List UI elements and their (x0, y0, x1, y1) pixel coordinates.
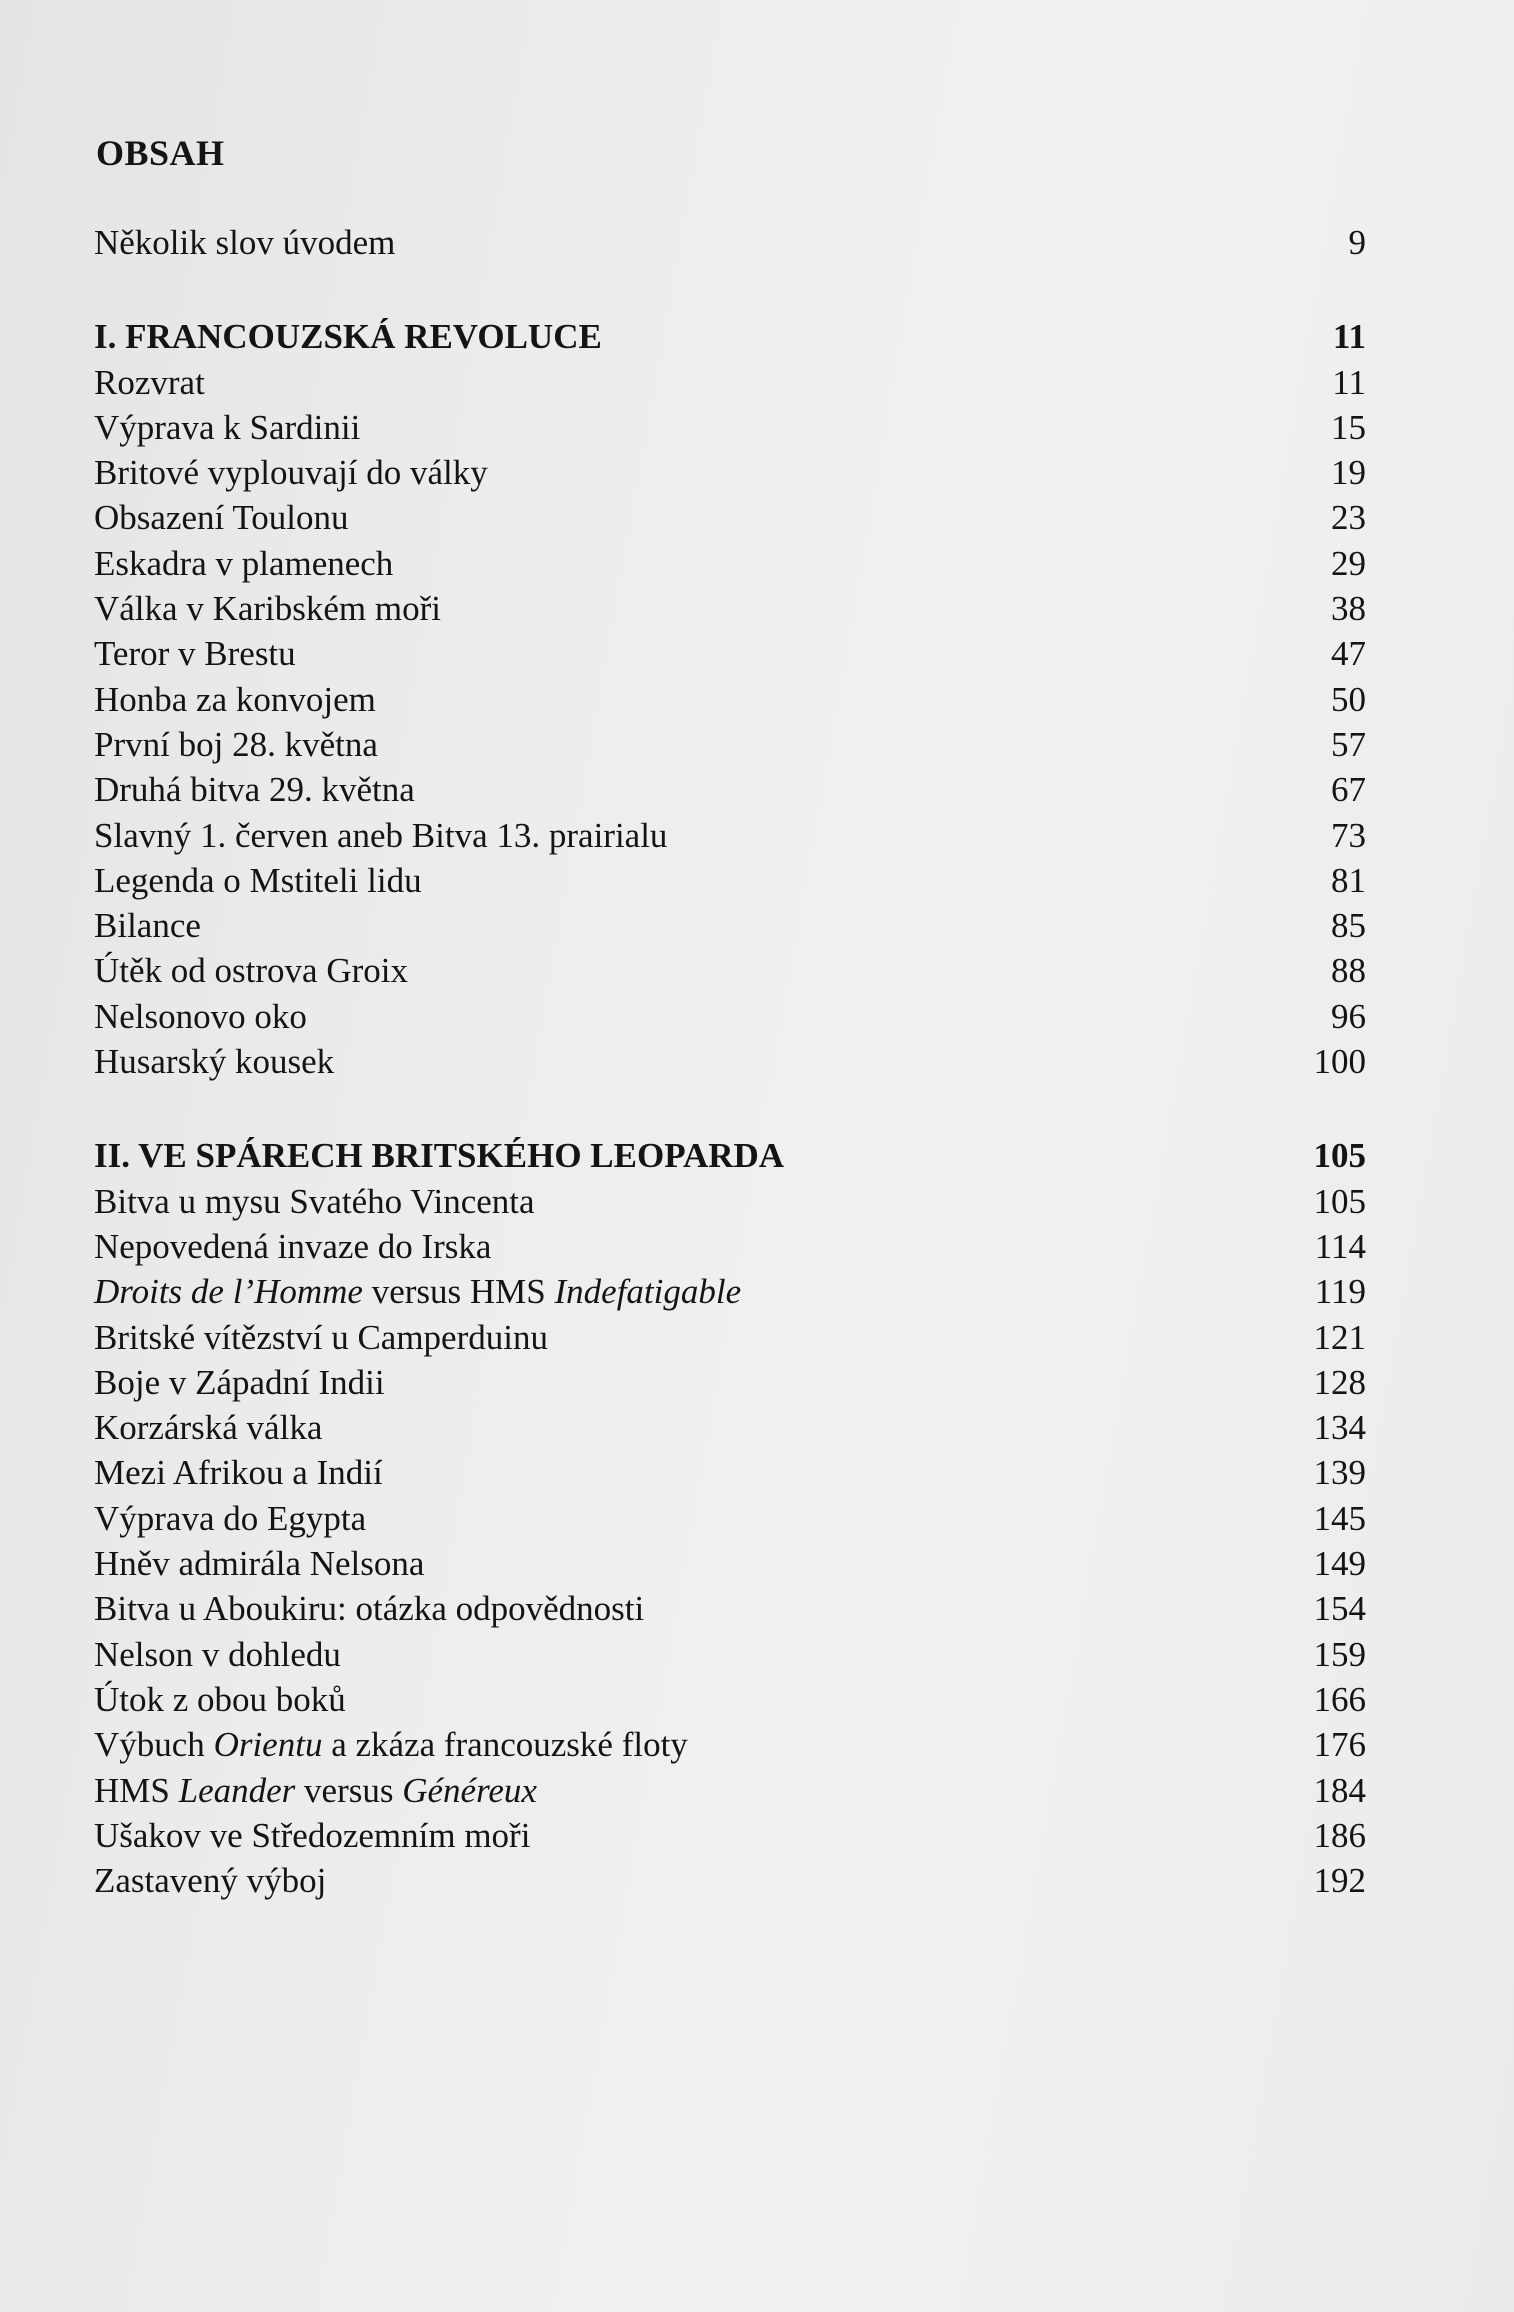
title-part: a zkáza francouzské floty (322, 1725, 688, 1765)
toc-entry-page-number: 154 (1313, 1589, 1366, 1629)
title-part: Indefatigable (554, 1272, 742, 1312)
toc-entry (94, 1677, 1366, 1722)
toc-entry-page-number: 15 (1331, 407, 1366, 447)
toc-entry (94, 1360, 1366, 1405)
toc-entry-page-number: 47 (1331, 634, 1366, 674)
toc-entry (94, 1768, 1366, 1813)
section-heading-title: II. VE SPÁRECH BRITSKÉHO LEOPARDA (94, 1136, 785, 1176)
toc-entry (94, 450, 1366, 495)
toc-entry-title: Eskadra v plamenech (94, 543, 394, 583)
toc-entry-page-number: 88 (1331, 951, 1366, 991)
toc-entry (94, 586, 1366, 631)
toc-entry-title: Nelsonovo oko (94, 996, 307, 1036)
toc-entry (94, 1224, 1366, 1269)
toc-entry-title: Korzárská válka (94, 1408, 323, 1448)
toc-entry-title (94, 1768, 537, 1813)
section-heading (94, 1133, 1366, 1178)
toc-entry-title: Druhá bitva 29. května (94, 770, 415, 810)
toc-entry (94, 360, 1366, 405)
toc-entry (94, 1813, 1366, 1858)
toc-entry (94, 1858, 1366, 1903)
section-heading-title: I. FRANCOUZSKÁ REVOLUCE (94, 317, 602, 357)
intro-entry-page-number: 9 (1348, 223, 1366, 262)
toc-entry-page-number: 81 (1331, 860, 1366, 900)
toc-entry-page-number: 11 (1332, 362, 1366, 402)
toc-entry-title: Zastavený výboj (94, 1861, 327, 1901)
toc-entry-title: Honba za konvojem (94, 679, 376, 719)
toc-entry-page-number: 119 (1314, 1272, 1366, 1312)
toc-entry-page-number: 105 (1313, 1181, 1366, 1221)
section-heading-page-number: 11 (1332, 317, 1366, 357)
title-part: Leander (178, 1770, 296, 1810)
toc-entry-page-number: 19 (1331, 453, 1366, 493)
toc-entry (94, 948, 1366, 993)
toc-entry-title: Mezi Afrikou a Indií (94, 1453, 383, 1493)
toc-entry (94, 1179, 1366, 1224)
title-part: versus (295, 1770, 403, 1810)
toc-entry (94, 1405, 1366, 1450)
contents-heading: OBSAH (96, 133, 225, 173)
toc-entry-title: Bitva u mysu Svatého Vincenta (94, 1181, 535, 1221)
toc-entry-title: Bilance (94, 906, 201, 946)
toc-entry-page-number: 38 (1331, 589, 1366, 629)
toc-entry-title: Slavný 1. červen aneb Bitva 13. prairialu (94, 815, 668, 855)
toc-entry-page-number: 121 (1313, 1317, 1366, 1357)
toc-entry-title: Nepovedená invaze do Irska (94, 1226, 492, 1266)
toc-entry-page-number: 114 (1314, 1226, 1366, 1266)
toc-entry (94, 858, 1366, 903)
toc-entry-page-number: 192 (1313, 1861, 1366, 1901)
toc-entry (94, 994, 1366, 1039)
toc-entry-page-number: 145 (1313, 1498, 1366, 1538)
toc-entry-page-number: 176 (1313, 1725, 1366, 1765)
toc-entry (94, 1632, 1366, 1677)
toc-entry (94, 495, 1366, 540)
title-part: HMS (94, 1770, 179, 1810)
toc-entry-page-number: 73 (1331, 815, 1366, 855)
toc-entry-page-number: 100 (1313, 1042, 1366, 1082)
toc-entry-title: Obsazení Toulonu (94, 498, 349, 538)
toc-entry-page-number: 184 (1313, 1770, 1366, 1810)
toc-entry-title (94, 1269, 741, 1314)
toc-entry-page-number: 166 (1313, 1679, 1366, 1719)
toc-entry (94, 1586, 1366, 1631)
toc-entry-title: Rozvrat (94, 362, 205, 402)
title-part: Výbuch (94, 1725, 214, 1765)
section-heading (94, 314, 1366, 359)
toc-entry (94, 1541, 1366, 1586)
toc-entry-title: Husarský kousek (94, 1042, 335, 1082)
toc-entry-title: Válka v Karibském moři (94, 589, 441, 629)
toc-entry-page-number: 128 (1313, 1362, 1366, 1402)
toc-entry-title: Legenda o Mstiteli lidu (94, 860, 422, 900)
section-heading-page-number: 105 (1313, 1136, 1366, 1176)
toc-entry-page-number: 85 (1331, 906, 1366, 946)
toc-entry-title: Britské vítězství u Camperduinu (94, 1317, 548, 1357)
toc-entry-title: Teror v Brestu (94, 634, 296, 674)
toc-entry-page-number: 67 (1331, 770, 1366, 810)
toc-entry (94, 767, 1366, 812)
toc-entry-title: Výprava do Egypta (94, 1498, 367, 1538)
title-part: Généreux (402, 1770, 537, 1810)
toc-entry (94, 722, 1366, 767)
toc-entry (94, 677, 1366, 722)
toc-entry (94, 405, 1366, 450)
toc-entry-title: Ušakov ve Středozemním moři (94, 1815, 531, 1855)
toc-entry-title: Boje v Západní Indii (94, 1362, 385, 1402)
toc-entry-page-number: 149 (1313, 1544, 1366, 1584)
toc-entry-page-number: 29 (1331, 543, 1366, 583)
toc-entry-title: Hněv admirála Nelsona (94, 1544, 425, 1584)
toc-entry (94, 1496, 1366, 1541)
intro-entry (94, 220, 1366, 265)
toc-entry-title: Bitva u Aboukiru: otázka odpovědnosti (94, 1589, 645, 1629)
toc-entry (94, 903, 1366, 948)
toc-entry-title: Útěk od ostrova Groix (94, 951, 408, 991)
toc-entry-title: První boj 28. května (94, 724, 378, 764)
toc-entry-page-number: 23 (1331, 498, 1366, 538)
toc-entry-title: Útok z obou boků (94, 1679, 346, 1719)
intro-entry-title: Několik slov úvodem (94, 223, 396, 262)
title-part: Droits de l’Homme (94, 1272, 363, 1312)
toc-entry-title: Nelson v dohledu (94, 1634, 341, 1674)
title-part: Orientu (213, 1725, 323, 1765)
toc-entry (94, 1039, 1366, 1084)
toc-entry (94, 1450, 1366, 1495)
toc-entry (94, 631, 1366, 676)
toc-entry-title: Výprava k Sardinii (94, 407, 361, 447)
toc-entry-page-number: 159 (1313, 1634, 1366, 1674)
table-of-contents (94, 220, 1366, 1903)
toc-entry (94, 1269, 1366, 1314)
toc-entry-page-number: 50 (1331, 679, 1366, 719)
toc-entry-title (94, 1722, 688, 1767)
toc-entry-page-number: 186 (1313, 1815, 1366, 1855)
toc-entry-page-number: 134 (1313, 1408, 1366, 1448)
toc-entry (94, 1722, 1366, 1767)
title-part: versus HMS (362, 1272, 555, 1312)
toc-entry-page-number: 139 (1313, 1453, 1366, 1493)
toc-entry-page-number: 96 (1331, 996, 1366, 1036)
toc-entry (94, 813, 1366, 858)
toc-entry-page-number: 57 (1331, 724, 1366, 764)
toc-entry-title: Britové vyplouvají do války (94, 453, 488, 493)
toc-entry (94, 541, 1366, 586)
toc-entry (94, 1315, 1366, 1360)
